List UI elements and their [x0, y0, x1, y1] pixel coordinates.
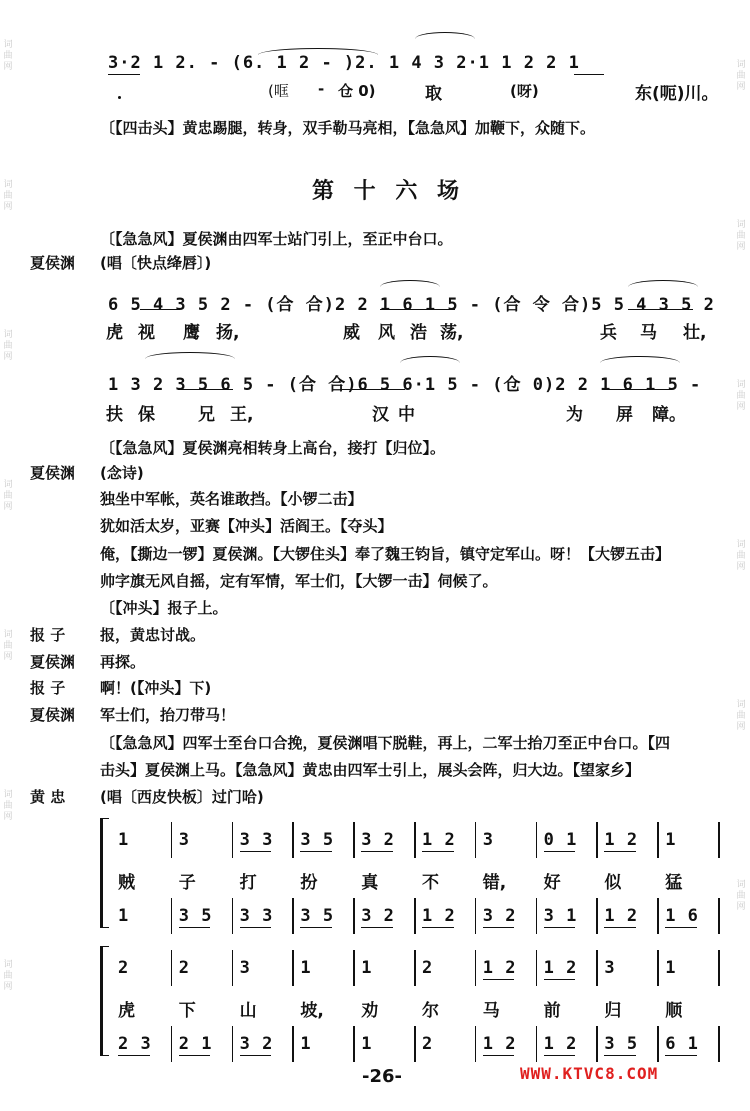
dialogue-line-2: 再探。 — [100, 653, 146, 671]
score-lower-note: 6 1 — [665, 1034, 699, 1054]
underline-mark — [179, 1055, 211, 1056]
row1-lyric-7: 浩 — [410, 323, 427, 343]
score-lower-note: 3 2 — [482, 906, 517, 926]
score-lower-note: 1 — [361, 1034, 373, 1054]
score-lyric: 打 — [239, 873, 257, 893]
site-watermark: WWW.KTVC8.COM — [520, 1064, 659, 1083]
barline — [414, 950, 416, 986]
top-lyric-2: - — [318, 80, 325, 98]
sing-label-2: (唱〔西皮快板〕过门哈) — [100, 788, 264, 806]
barline — [718, 822, 720, 858]
score-lower-note: 3 2 — [361, 906, 395, 926]
score-upper-note: 3 — [482, 830, 495, 850]
underline-mark — [483, 927, 515, 928]
score-lyric: 归 — [604, 1001, 622, 1021]
score-upper-note: 1 2 — [422, 830, 456, 850]
underline-mark — [665, 1055, 697, 1056]
score-lyric: 错, — [482, 873, 507, 893]
score-upper-note: 3 — [239, 958, 251, 978]
underline-mark — [574, 74, 604, 75]
underline-mark — [240, 1055, 272, 1056]
score-lower-note: 3 5 — [300, 906, 335, 926]
score-lower-note: 1 — [300, 1034, 312, 1054]
score-lower-note: 1 2 — [422, 906, 456, 926]
row2-lyric-2: 保 — [138, 405, 155, 425]
score-lyric: 劝 — [361, 1001, 379, 1021]
barline — [414, 1026, 416, 1062]
row1-lyric-2: 视 — [138, 323, 155, 343]
watermark-right-2: 词曲网 — [736, 220, 746, 252]
barline — [232, 1026, 234, 1062]
dialogue-role-4: 夏侯渊 — [30, 706, 76, 724]
underline-mark — [300, 927, 332, 928]
watermark-left-6: 词曲网 — [3, 790, 13, 822]
barline — [171, 822, 173, 858]
top-lyric-6: 东(呃)川。 — [635, 84, 719, 104]
watermark-left-5: 词曲网 — [3, 630, 13, 662]
watermark-right-1: 词曲网 — [736, 60, 746, 92]
stage-direction-5-line-2: 击头】夏侯渊上马。【急急风】黄忠由四军士引上，展头会阵，归大边。【望家乡】 — [100, 761, 641, 779]
poem-line-4: 帅字旗无风自摇，定有军情，军士们，【大锣一击】伺候了。 — [100, 572, 498, 590]
score-lower-note: 2 — [422, 1034, 434, 1054]
score-upper-note: 1 — [361, 958, 373, 978]
watermark-right-4: 词曲网 — [736, 540, 746, 572]
barline — [657, 822, 659, 858]
score-lyric: 虎 — [118, 1001, 135, 1021]
barline — [414, 898, 416, 934]
row2-lyric-9: 障。 — [652, 405, 686, 425]
music-row-2-notes: 1 3 2 3 5 6 5 - (合 合)6 5 6·1 5 - (仓 0)2 2 1 6 1 5 - — [108, 375, 702, 395]
score-upper-note: 3 — [178, 830, 191, 850]
watermark-left-3: 词曲网 — [3, 330, 13, 362]
underline-mark — [422, 927, 454, 928]
score-lyric: 马 — [482, 1001, 500, 1021]
underline-mark — [544, 851, 576, 852]
poem-line-3: 俺，【撕边一锣】夏侯渊。【大锣住头】奉了魏王钧旨，镇守定军山。呀！【大锣五击】 — [100, 545, 671, 563]
score-upper-note: 2 — [178, 958, 191, 978]
barline — [171, 1026, 173, 1062]
underline-mark — [604, 927, 636, 928]
score-lyric: 不 — [422, 873, 439, 893]
score-lower-note: 3 5 — [178, 906, 213, 926]
score-upper-note: 2 — [422, 958, 434, 978]
barline — [536, 822, 538, 858]
score-lyric: 山 — [239, 1001, 257, 1021]
underline-mark — [140, 309, 180, 310]
score-upper-note: 1 — [665, 958, 677, 978]
page-number: -26- — [362, 1066, 402, 1087]
top-lyric-3: 仓 0) — [338, 82, 376, 100]
score-upper-note: 0 1 — [543, 830, 578, 850]
barline — [292, 950, 294, 986]
score-lyric: 扮 — [300, 873, 318, 893]
role-xiahou-2: 夏侯渊 — [30, 464, 76, 482]
barline — [475, 1026, 477, 1062]
slur-mark — [600, 356, 680, 363]
score-lower-note: 1 2 — [543, 1034, 578, 1054]
watermark-left-2: 词曲网 — [3, 180, 13, 212]
barline — [718, 950, 720, 986]
barline — [718, 1026, 720, 1062]
barline — [536, 950, 538, 986]
barline — [475, 822, 477, 858]
underline-mark — [544, 1055, 576, 1056]
dialogue-line-1: 报，黄忠讨战。 — [100, 626, 206, 644]
sing-label-1: (唱〔快点绛唇〕) — [100, 254, 212, 272]
score-lyric: 顺 — [665, 1001, 683, 1021]
score-lower-note: 2 3 — [118, 1034, 152, 1054]
recite-label: (念诗) — [100, 464, 144, 482]
role-xiahou-1: 夏侯渊 — [30, 254, 76, 272]
barline — [414, 822, 416, 858]
score-lyric: 似 — [604, 873, 622, 893]
poem-line-2: 犹如活太岁，亚赛【冲头】活阎王。【夺头】 — [100, 517, 393, 535]
scene-title: 第 十 六 场 — [312, 179, 465, 204]
underline-mark — [361, 927, 393, 928]
underline-mark — [483, 979, 515, 980]
underline-mark — [628, 309, 693, 310]
barline — [353, 1026, 355, 1062]
barline — [232, 898, 234, 934]
top-music-notes: 3·2 1 2. - (6. 1 2 - )2. 1 4 3 2·1 1 2 2 1 — [108, 53, 580, 73]
dialogue-role-1: 报 子 — [30, 626, 66, 644]
barline — [657, 950, 659, 986]
row1-lyric-10: 马 — [640, 323, 657, 343]
row1-lyric-9: 兵 — [600, 323, 617, 343]
score-lyric: 贼 — [118, 873, 135, 893]
system-brace — [100, 818, 109, 928]
underline-mark — [179, 927, 211, 928]
score-lower-note: 2 1 — [178, 1034, 213, 1054]
watermark-left-1: 词曲网 — [3, 40, 13, 72]
score-lyric: 好 — [543, 873, 561, 893]
music-row-1-notes: 6 5 4 3 5 2 - (合 合)2 2 1 6 1 5 - (合 令 合)5 5 4 3 5 2 — [108, 295, 715, 315]
row2-lyric-1: 扶 — [106, 405, 123, 425]
score-lower-note: 1 2 — [604, 906, 639, 926]
underline-mark — [240, 927, 272, 928]
underline-mark — [340, 389, 405, 390]
barline — [353, 898, 355, 934]
underline-mark — [178, 389, 233, 390]
barline — [475, 950, 477, 986]
barline — [232, 950, 234, 986]
barline — [232, 822, 234, 858]
score-upper-note: 2 — [118, 958, 130, 978]
watermark-left-7: 词曲网 — [3, 960, 13, 992]
score-upper-note: 3 3 — [239, 830, 274, 850]
stage-direction-4: 〔【冲头】报子上。 — [100, 599, 228, 617]
barline — [171, 898, 173, 934]
score-upper-note: 1 2 — [482, 958, 517, 978]
low-octave-dot — [118, 96, 121, 99]
barline — [292, 1026, 294, 1062]
watermark-right-5: 词曲网 — [736, 700, 746, 732]
underline-mark — [604, 1055, 636, 1056]
slur-mark — [400, 356, 460, 363]
underline-mark — [300, 851, 332, 852]
role-huangzhong: 黄 忠 — [30, 788, 66, 806]
score-upper-note: 3 2 — [361, 830, 395, 850]
watermark-right-3: 词曲网 — [736, 380, 746, 412]
row2-lyric-6: 中 — [398, 405, 415, 425]
score-lyric: 坡, — [300, 1001, 324, 1021]
barline — [657, 898, 659, 934]
stage-direction-1: 〔【四击头】黄忠踢腿，转身，双手勒马亮相，【急急风】加鞭下，众随下。 — [100, 119, 596, 137]
slur-mark — [628, 280, 698, 287]
barline — [596, 898, 598, 934]
score-lower-note: 1 2 — [482, 1034, 517, 1054]
row1-lyric-5: 威 — [343, 323, 360, 343]
underline-mark — [483, 1055, 515, 1056]
underline-mark — [422, 851, 454, 852]
stage-direction-2: 〔【急急风】夏侯渊由四军士站门引上，至正中台口。 — [100, 230, 453, 248]
score-upper-note: 3 — [604, 958, 616, 978]
slur-mark — [415, 32, 475, 39]
row2-lyric-4: 王, — [230, 405, 254, 425]
underline-mark — [108, 74, 140, 75]
top-lyric-5: (呀) — [510, 82, 539, 100]
score-lower-note: 3 3 — [239, 906, 274, 926]
barline — [536, 1026, 538, 1062]
dialogue-role-2: 夏侯渊 — [30, 653, 76, 671]
underline-mark — [602, 389, 672, 390]
barline — [353, 950, 355, 986]
score-lyric: 尔 — [422, 1001, 439, 1021]
barline — [657, 1026, 659, 1062]
underline-mark — [240, 851, 272, 852]
row1-lyric-4: 扬, — [216, 323, 240, 343]
score-lower-note: 3 2 — [239, 1034, 274, 1054]
stage-direction-5-line-1: 〔【急急风】四军士至台口合挽，夏侯渊唱下脱鞋，再上，二军士抬刀至正中台口。【四 — [100, 734, 671, 752]
score-lyric: 猛 — [665, 873, 683, 893]
dialogue-role-3: 报 子 — [30, 679, 66, 697]
poem-line-1: 独坐中军帐，英名谁敢挡。【小锣二击】 — [100, 490, 363, 508]
barline — [292, 822, 294, 858]
system-brace — [100, 946, 109, 1056]
barline — [596, 1026, 598, 1062]
score-lyric: 前 — [543, 1001, 561, 1021]
row2-lyric-5: 汉 — [372, 405, 389, 425]
underline-mark — [380, 309, 455, 310]
score-upper-note: 1 — [665, 830, 677, 850]
dialogue-line-4: 军士们，抬刀带马！ — [100, 706, 236, 724]
stage-direction-3: 〔【急急风】夏侯渊亮相转身上高台，接打【归位】。 — [100, 439, 446, 457]
underline-mark — [118, 1055, 150, 1056]
score-lyric: 子 — [178, 873, 196, 893]
barline — [475, 898, 477, 934]
underline-mark — [665, 927, 697, 928]
score-upper-note: 1 2 — [543, 958, 578, 978]
row2-lyric-3: 兄 — [198, 405, 215, 425]
watermark-left-4: 词曲网 — [3, 480, 13, 512]
row1-lyric-6: 风 — [378, 323, 395, 343]
score-lower-note: 3 1 — [543, 906, 578, 926]
row1-lyric-1: 虎 — [106, 323, 123, 343]
score-lyric: 真 — [361, 873, 379, 893]
barline — [596, 950, 598, 986]
score-lyric: 下 — [178, 1001, 196, 1021]
barline — [718, 898, 720, 934]
underline-mark — [544, 979, 576, 980]
score-lower-note: 1 — [118, 906, 130, 926]
dialogue-line-3: 啊！(【冲头】下) — [100, 679, 212, 697]
barline — [171, 950, 173, 986]
row1-lyric-11: 壮, — [683, 323, 707, 343]
row1-lyric-3: 鹰 — [183, 323, 200, 343]
underline-mark — [361, 851, 393, 852]
underline-mark — [544, 927, 576, 928]
score-lower-note: 3 5 — [604, 1034, 639, 1054]
score-upper-note: 3 5 — [300, 830, 335, 850]
barline — [596, 822, 598, 858]
score-upper-note: 1 — [118, 830, 130, 850]
score-lower-note: 1 6 — [665, 906, 699, 926]
watermark-right-6: 词曲网 — [736, 880, 746, 912]
row2-lyric-8: 屏 — [616, 405, 633, 425]
top-lyric-4: 取 — [425, 84, 442, 104]
barline — [292, 898, 294, 934]
row2-lyric-7: 为 — [566, 405, 583, 425]
barline — [353, 822, 355, 858]
row1-lyric-8: 荡, — [440, 323, 464, 343]
underline-mark — [604, 851, 636, 852]
top-lyric-1: (哐 — [268, 82, 289, 100]
slur-mark — [145, 352, 235, 359]
score-upper-note: 1 — [300, 958, 312, 978]
barline — [536, 898, 538, 934]
score-upper-note: 1 2 — [604, 830, 639, 850]
slur-mark — [380, 280, 440, 287]
